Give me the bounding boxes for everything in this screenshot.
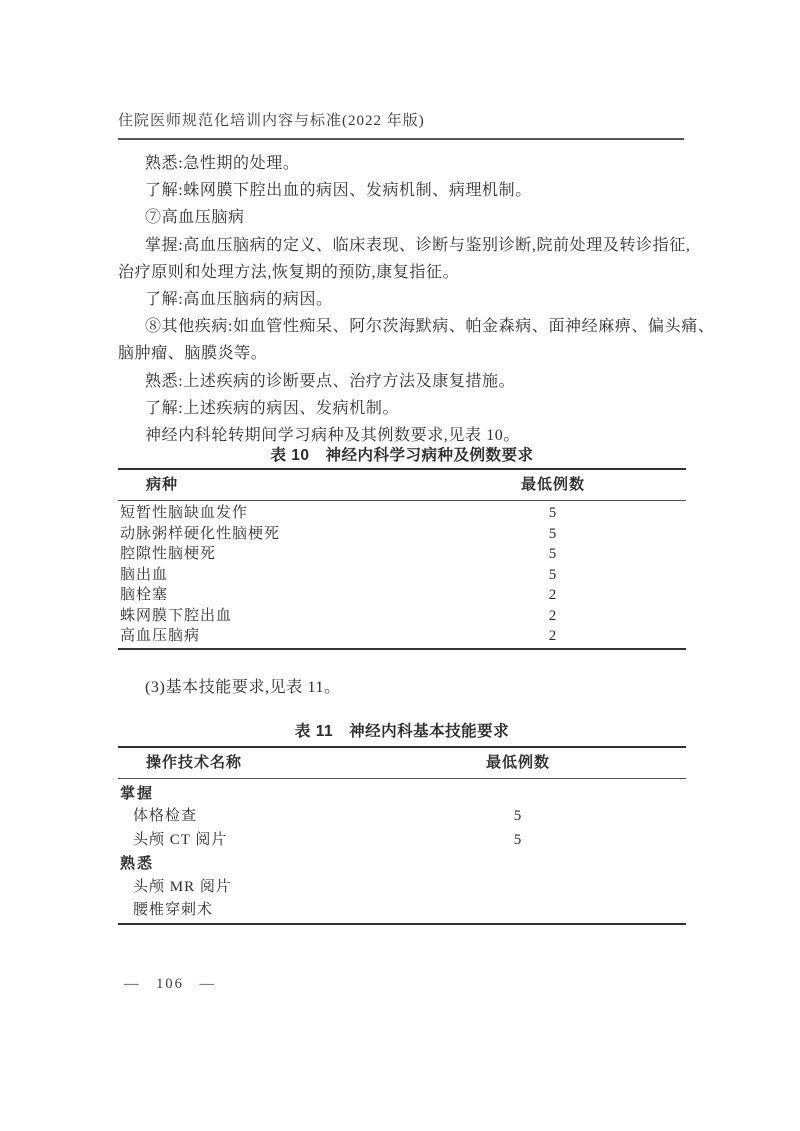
min-cases-value: 5 xyxy=(513,831,523,848)
disease-name: 高血压脑病 xyxy=(120,628,201,644)
body-line: ⑦高血压脑病 xyxy=(145,209,245,227)
table11-title: 表 11 神经内科基本技能要求 xyxy=(294,723,510,740)
body-text xyxy=(118,150,715,449)
table-row xyxy=(118,585,686,606)
table-row xyxy=(118,899,686,922)
skill-name: 腰椎穿刺术 xyxy=(133,901,214,918)
disease-name: 动脉粥样硬化性脑梗死 xyxy=(120,525,281,542)
min-cases-value: 2 xyxy=(548,607,558,624)
column-header-min-cases: 最低例数 xyxy=(520,476,585,493)
table-row xyxy=(118,805,686,828)
table-group-row xyxy=(118,852,686,875)
table-row xyxy=(118,606,686,627)
body-line: ⑧其他疾病:如血管性痴呆、阿尔茨海默病、帕金森病、面神经麻痹、偏头痛、 xyxy=(145,318,715,336)
section-3-heading: (3)基本技能要求,见表 11。 xyxy=(145,679,341,696)
table-row xyxy=(118,565,686,586)
column-header-skill: 操作技术名称 xyxy=(146,754,243,771)
table10-title: 表 10 神经内科学习病种及例数要求 xyxy=(270,447,534,464)
skill-name: 头颅 CT 阅片 xyxy=(133,831,228,848)
skill-group-label: 掌握 xyxy=(120,785,155,802)
skill-name: 头颅 MR 阅片 xyxy=(133,878,232,895)
body-line: 了解:蛛网膜下腔出血的病因、发病机制、病理机制。 xyxy=(145,182,532,200)
min-cases-value: 2 xyxy=(548,628,558,644)
disease-name: 脑栓塞 xyxy=(120,587,169,603)
body-line: 了解:高血压脑病的病因。 xyxy=(145,291,333,309)
min-cases-value: 2 xyxy=(548,587,558,603)
disease-name: 腔隙性脑梗死 xyxy=(120,546,217,562)
table-row xyxy=(118,876,686,899)
min-cases-value: 5 xyxy=(548,546,558,562)
table11-header-row xyxy=(118,748,686,779)
table-row xyxy=(118,503,686,524)
min-cases-value: 5 xyxy=(548,525,558,542)
skill-group-label: 熟悉 xyxy=(120,855,155,873)
min-cases-value: 5 xyxy=(548,566,558,583)
table11-rows xyxy=(118,779,686,923)
body-line: 掌握:高血压脑病的定义、临床表现、诊断与鉴别诊断,院前处理及转诊指征, xyxy=(145,236,691,254)
page-number: — 106 — xyxy=(124,976,216,992)
table10 xyxy=(118,468,686,650)
running-head: 住院医师规范化培训内容与标准(2022 年版) xyxy=(118,111,684,140)
body-line: 脑肿瘤、脑膜炎等。 xyxy=(118,345,268,363)
disease-name: 蛛网膜下腔出血 xyxy=(120,607,233,624)
column-header-disease: 病种 xyxy=(146,476,179,493)
table-row xyxy=(118,524,686,545)
table-row xyxy=(118,829,686,852)
table10-rows xyxy=(118,501,686,648)
table-row xyxy=(118,544,686,565)
body-line: 治疗原则和处理方法,恢复期的预防,康复指征。 xyxy=(118,263,460,281)
column-header-min-cases: 最低例数 xyxy=(485,754,550,771)
min-cases-value: 5 xyxy=(548,505,558,521)
table-group-row xyxy=(118,782,686,805)
body-line: 了解:上述疾病的病因、发病机制。 xyxy=(145,399,400,417)
body-line: 熟悉:上述疾病的诊断要点、治疗方法及康复措施。 xyxy=(145,372,516,390)
body-line: 神经内科轮转期间学习病种及其例数要求,见表 10。 xyxy=(145,427,521,445)
disease-name: 脑出血 xyxy=(120,566,169,583)
min-cases-value: 5 xyxy=(513,808,523,825)
skill-name: 体格检查 xyxy=(133,808,198,825)
table11 xyxy=(118,746,686,925)
table-row xyxy=(118,626,686,647)
disease-name: 短暂性脑缺血发作 xyxy=(120,505,249,521)
body-line: 熟悉:急性期的处理。 xyxy=(145,155,300,172)
table10-header-row xyxy=(118,470,686,501)
